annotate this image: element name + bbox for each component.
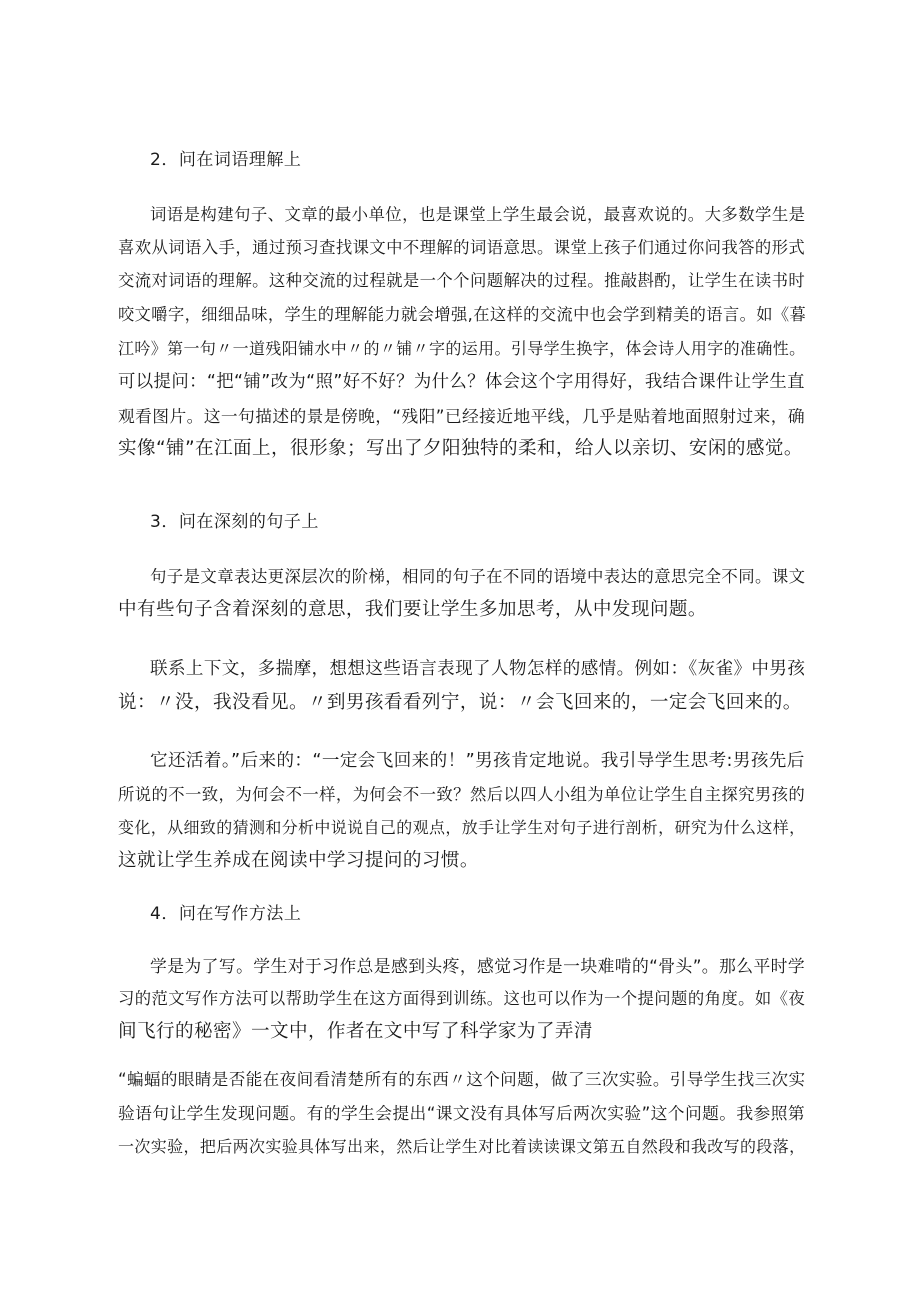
paragraph-line: 习的范文写作方法可以帮助学生在这方面得到训练。这也可以作为一个提问题的角度。如《夜 xyxy=(118,989,806,1008)
paragraph-line: 验语句让学生发现问题。有的学生会提出“课文没有具体写后两次实验”这个问题。我参照第 xyxy=(118,1103,806,1123)
paragraph-line: 词语是构建句子、文章的最小单位，也是课堂上学生最会说，最喜欢说的。大多数学生是 xyxy=(150,205,806,224)
paragraph-line: 观看图片。这一句描述的景是傍晚，“残阳”已经接近地平线，几乎是贴着地面照射过来，确 xyxy=(118,406,806,426)
paragraph-line: 可以提问：“把“铺”改为“照”好不好？为什么？体会这个字用得好，我结合课件让学生直 xyxy=(118,372,805,392)
paragraph-line: “蝙蝠的眼睛是否能在夜间看清楚所有的东西〃这个问题，做了三次实验。引导学生找三次实 xyxy=(118,1070,806,1089)
paragraph-line: 咬文嚼字，细细品味，学生的理解能力就会增强,在这样的交流中也会学到精美的语言。如《暮 xyxy=(118,305,807,324)
paragraph-line: 说：〃没，我没看见。〃到男孩看看列宁，说：〃会飞回来的，一定会飞回来的。 xyxy=(118,692,802,713)
paragraph-line: 它还活着。”后来的：“一定会飞回来的！”男孩肯定地说。我引导学生思考:男孩先后 xyxy=(150,751,805,771)
paragraph-line: 学是为了写。学生对于习作总是感到头疼，感觉习作是一块难啃的“骨头”。那么平时学 xyxy=(150,956,806,976)
paragraph-line: 一次实验，把后两次实验具体写出来，然后让学生对比着读读课文第五自然段和我改写的段落， xyxy=(118,1137,806,1156)
paragraph-line: 间飞行的秘密》一文中，作者在文中写了科学家为了弄清 xyxy=(118,1021,593,1042)
section-4-heading: 4．问在写作方法上 xyxy=(150,904,302,924)
paragraph-line: 江吟》第一句〃一道残阳铺水中〃的〃铺〃字的运用。引导学生换字，体会诗人用字的准确性。 xyxy=(118,339,806,358)
paragraph-line: 所说的不一致，为何会不一样，为何会不一致？然后以四人小组为单位让学生自主探究男孩的 xyxy=(118,785,806,804)
paragraph-line: 实像“铺”在江面上，很形象；写出了夕阳独特的柔和，给人以亲切、安闲的感觉。 xyxy=(118,438,803,459)
paragraph-line: 交流对词语的理解。这种交流的过程就是一个个问题解决的过程。推敲斟酌，让学生在读书时 xyxy=(118,271,806,290)
paragraph-line: 联系上下文，多揣摩，想想这些语言表现了人物怎样的感情。例如：《灰雀》中男孩 xyxy=(150,659,806,679)
paragraph-line: 句子是文章表达更深层次的阶梯，相同的句子在不同的语境中表达的意思完全不同。课文 xyxy=(150,567,806,586)
paragraph-line: 喜欢从词语入手，通过预习查找课文中不理解的词语意思。课堂上孩子们通过你问我答的形式 xyxy=(118,238,806,257)
paragraph-line: 这就让学生养成在阅读中学习提问的习惯。 xyxy=(118,850,479,871)
paragraph-line: 变化，从细致的猜测和分析中说说自己的观点，放手让学生对句子进行剖析，研究为什么这样， xyxy=(118,818,806,837)
paragraph-line: 中有些句子含着深刻的意思，我们要让学生多加思考，从中发现问题。 xyxy=(118,599,707,620)
section-3-heading: 3．问在深刻的句子上 xyxy=(150,512,319,532)
section-2-heading: 2．问在词语理解上 xyxy=(150,150,302,170)
